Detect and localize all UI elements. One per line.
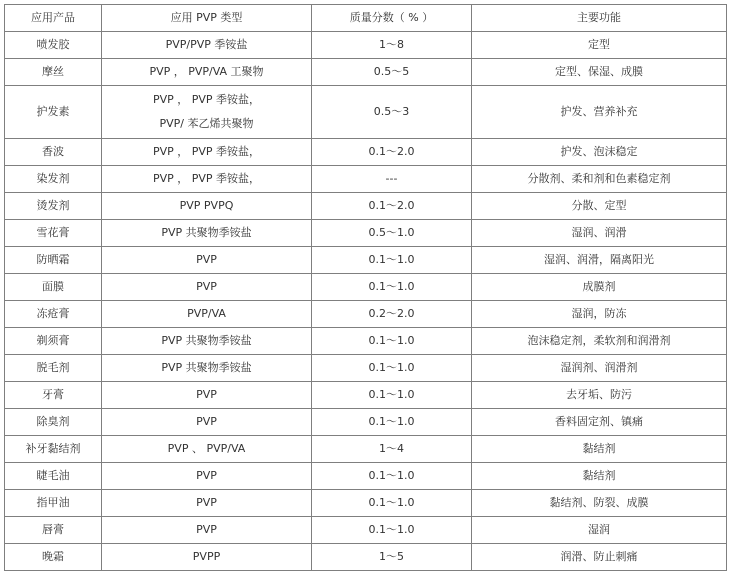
mass-fraction-cell: 0.1～1.0 (312, 355, 472, 382)
table-row (5, 382, 727, 409)
mass-fraction-cell: 0.1～2.0 (312, 193, 472, 220)
function-cell: 黏结剂、防裂、成膜 (472, 490, 727, 517)
pvp-type-cell: PVP (102, 274, 312, 301)
table-row (5, 517, 727, 544)
table-body (5, 32, 727, 571)
table-row (5, 220, 727, 247)
product-cell: 指甲油 (5, 490, 102, 517)
product-cell: 唇膏 (5, 517, 102, 544)
table-row (5, 436, 727, 463)
function-cell: 成膜剂 (472, 274, 727, 301)
product-cell: 除臭剂 (5, 409, 102, 436)
pvp-type-cell: PVPP (102, 544, 312, 571)
table-row (5, 274, 727, 301)
function-cell: 黏结剂 (472, 436, 727, 463)
function-cell: 泡沫稳定剂，柔软剂和润滑剂 (472, 328, 727, 355)
mass-fraction-cell: 0.5～3 (312, 86, 472, 139)
product-cell: 染发剂 (5, 166, 102, 193)
mass-fraction-cell: 0.1～1.0 (312, 382, 472, 409)
product-cell: 脱毛剂 (5, 355, 102, 382)
product-cell: 冻疮膏 (5, 301, 102, 328)
pvp-type-cell: PVP (102, 409, 312, 436)
pvp-type-cell: PVP 、 PVP/VA (102, 436, 312, 463)
table-row (5, 463, 727, 490)
mass-fraction-cell: 0.1～1.0 (312, 328, 472, 355)
header-mass-fraction: 质量分数（ % ） (312, 5, 472, 32)
pvp-type-cell: PVP/PVP 季铵盐 (102, 32, 312, 59)
function-cell: 黏结剂 (472, 463, 727, 490)
table-row (5, 355, 727, 382)
mass-fraction-cell: 1～8 (312, 32, 472, 59)
product-cell: 雪花膏 (5, 220, 102, 247)
table-row (5, 409, 727, 436)
product-cell: 剃须膏 (5, 328, 102, 355)
pvp-type-line-2: PVP/ 苯乙烯共聚物 (159, 117, 254, 130)
function-cell: 湿润、润滑，隔离阳光 (472, 247, 727, 274)
product-cell: 晚霜 (5, 544, 102, 571)
mass-fraction-cell: 0.1～1.0 (312, 409, 472, 436)
function-cell: 分散、定型 (472, 193, 727, 220)
mass-fraction-cell: 1～5 (312, 544, 472, 571)
product-cell: 睫毛油 (5, 463, 102, 490)
function-cell: 护发、营养补充 (472, 86, 727, 139)
mass-fraction-cell: 0.1～1.0 (312, 247, 472, 274)
table-row (5, 544, 727, 571)
pvp-type-cell: PVP 共聚物季铵盐 (102, 328, 312, 355)
table-row (5, 32, 727, 59)
pvp-type-line-1: PVP ， PVP 季铵盐， (152, 93, 261, 106)
table-row (5, 328, 727, 355)
pvp-type-cell: PVP ， PVP 季铵盐， (102, 166, 312, 193)
mass-fraction-cell: --- (312, 166, 472, 193)
pvp-type-cell: PVP/VA (102, 301, 312, 328)
table-row (5, 59, 727, 86)
pvp-application-table (4, 4, 727, 571)
function-cell: 去牙垢、防污 (472, 382, 727, 409)
function-cell: 定型 (472, 32, 727, 59)
table-row (5, 193, 727, 220)
function-cell: 湿润，防冻 (472, 301, 727, 328)
mass-fraction-cell: 0.1～1.0 (312, 463, 472, 490)
product-cell: 补牙黏结剂 (5, 436, 102, 463)
table-row (5, 301, 727, 328)
pvp-type-cell: PVP 共聚物季铵盐 (102, 355, 312, 382)
mass-fraction-cell: 0.1～2.0 (312, 139, 472, 166)
pvp-type-cell: PVP ， PVP 季铵盐， (102, 139, 312, 166)
pvp-type-cell: PVP (102, 517, 312, 544)
product-cell: 防晒霜 (5, 247, 102, 274)
product-cell: 护发素 (5, 86, 102, 139)
function-cell: 分散剂、柔和剂和色素稳定剂 (472, 166, 727, 193)
product-cell: 牙膏 (5, 382, 102, 409)
mass-fraction-cell: 0.5～5 (312, 59, 472, 86)
function-cell: 护发、泡沫稳定 (472, 139, 727, 166)
pvp-type-cell: PVP (102, 382, 312, 409)
mass-fraction-cell: 0.1～1.0 (312, 274, 472, 301)
pvp-type-cell: PVP PVPQ (102, 193, 312, 220)
mass-fraction-cell: 0.1～1.0 (312, 490, 472, 517)
table-row (5, 247, 727, 274)
header-row (5, 5, 727, 32)
product-cell: 喷发胶 (5, 32, 102, 59)
mass-fraction-cell: 0.2～2.0 (312, 301, 472, 328)
mass-fraction-cell: 0.1～1.0 (312, 517, 472, 544)
pvp-type-cell: PVP (102, 490, 312, 517)
function-cell: 定型、保湿、成膜 (472, 59, 727, 86)
mass-fraction-cell: 1～4 (312, 436, 472, 463)
pvp-type-cell: PVP 共聚物季铵盐 (102, 220, 312, 247)
function-cell: 湿润 (472, 517, 727, 544)
product-cell: 摩丝 (5, 59, 102, 86)
function-cell: 湿润剂、润滑剂 (472, 355, 727, 382)
pvp-type-cell: PVP (102, 463, 312, 490)
product-cell: 面膜 (5, 274, 102, 301)
function-cell: 润滑、防止刺痛 (472, 544, 727, 571)
pvp-type-cell (102, 86, 312, 139)
mass-fraction-cell: 0.5～1.0 (312, 220, 472, 247)
pvp-type-cell: PVP ， PVP/VA 工聚物 (102, 59, 312, 86)
product-cell: 香波 (5, 139, 102, 166)
product-cell: 烫发剂 (5, 193, 102, 220)
pvp-type-cell: PVP (102, 247, 312, 274)
header-pvp-type: 应用 PVP 类型 (102, 5, 312, 32)
table-row (5, 86, 727, 139)
header-product: 应用产品 (5, 5, 102, 32)
table-row (5, 139, 727, 166)
function-cell: 香料固定剂、镇痛 (472, 409, 727, 436)
function-cell: 湿润、润滑 (472, 220, 727, 247)
table-row (5, 166, 727, 193)
table-row (5, 490, 727, 517)
header-main-function: 主要功能 (472, 5, 727, 32)
